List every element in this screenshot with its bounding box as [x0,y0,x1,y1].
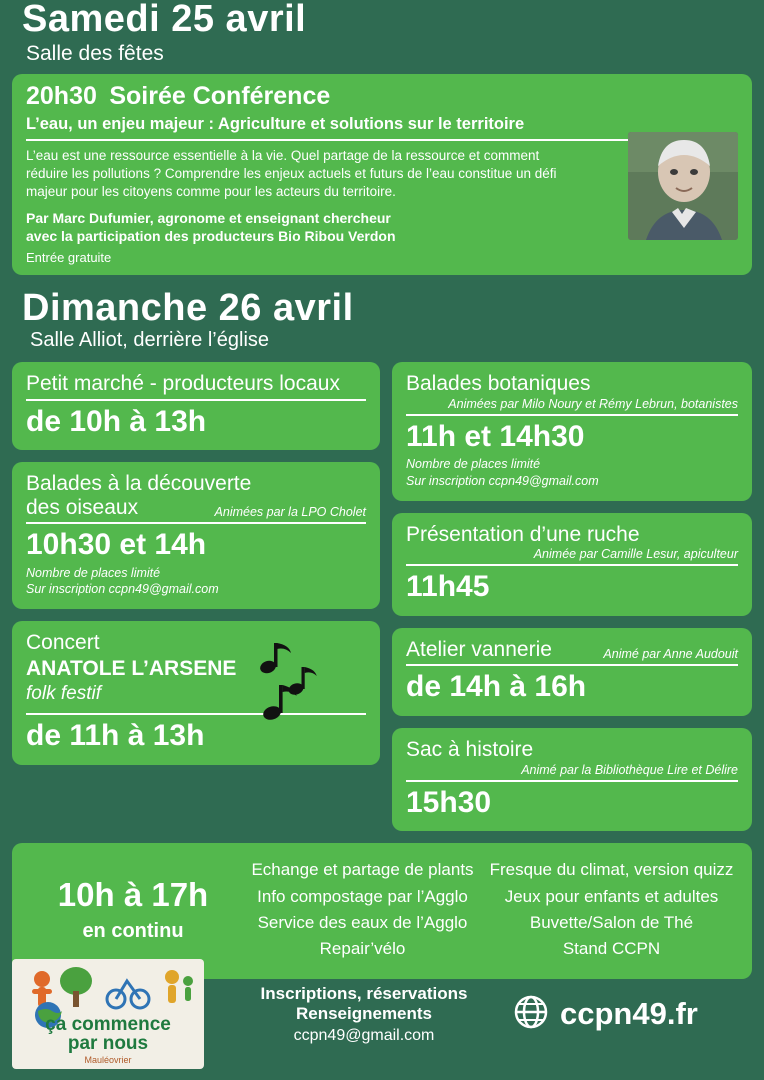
continuous-hours: 10h à 17h [57,876,209,914]
footer-contact-block [214,984,514,1045]
card-title: Balades botaniques [406,372,591,396]
card-hours: 11h et 14h30 [406,419,585,453]
divider [406,780,738,782]
saturday-day-title: Samedi 25 avril [22,0,307,40]
list-item: Echange et partage de plants [251,860,474,880]
sunday-venue: Salle Alliot, derrière l’église [30,329,270,352]
card-title: Présentation d’une ruche [406,522,640,546]
saturday-entry: Entrée gratuite [26,250,112,266]
card-animator: Animé par la Bibliothèque Lire et Délire [521,762,738,777]
card-title: Petit marché - producteurs locaux [26,372,340,396]
concert-label: Concert [26,631,100,655]
continuous-subtitle: en continu [82,920,184,943]
music-notes-icon [250,637,340,727]
concert-artist: ANATOLE L’ARSENE [26,657,237,681]
card-note-registration: Sur inscription ccpn49@gmail.com [406,473,599,488]
concert-hours: de 11h à 13h [26,719,205,753]
saturday-section [0,0,764,275]
footer-line-1: Inscriptions, réservations [260,983,468,1003]
footer-line-2: Renseignements [295,1003,433,1023]
saturday-partners: avec la participation des producteurs Bio Ribou Verdon [26,228,396,245]
card-concert [12,621,380,765]
saturday-time: 20h30 [26,81,97,110]
card-note-places: Nombre de places limité [26,565,161,580]
footer [0,948,764,1080]
divider [406,414,738,416]
card-note-registration: Sur inscription ccpn49@gmail.com [26,582,219,597]
saturday-speaker: Par Marc Dufumier, agronome et enseignant chercheur [26,209,391,226]
card-hours: de 14h à 16h [406,670,587,704]
footer-email[interactable]: ccpn49@gmail.com [293,1026,435,1044]
card-title-line2: des oiseaux [26,495,139,519]
list-item: Jeux pour enfants et adultes [504,886,719,906]
footer-website-block[interactable] [514,995,764,1034]
card-title-line1: Balades à la découverte [26,472,252,496]
card-hours: 15h30 [406,785,492,819]
card-animator: Animées par la LPO Cholet [214,505,366,520]
sunday-left-column [12,362,380,831]
divider [26,399,366,401]
sunday-right-column [392,362,752,831]
card-hours: 11h45 [406,570,490,604]
footer-website[interactable]: ccpn49.fr [560,996,698,1031]
card-presentation-ruche [392,513,752,616]
saturday-body: L’eau est une ressource essentielle à la vie. Quel partage de la ressource et comment réduire les pollutions ? Comprendre les enjeux actuels et futurs de l’eau constitue un défi majeur pour les citoyens comme pour les acteurs du territoire. [26,147,557,200]
saturday-time-label: Soirée Conférence [109,81,331,110]
card-hours: 10h30 et 14h [26,528,207,562]
continuous-hours-block [28,876,238,943]
divider [406,564,738,566]
card-balades-oiseaux [12,462,380,609]
card-title: Sac à histoire [406,738,534,762]
sunday-section [0,289,764,831]
logo-text: ça commence par nous [45,1014,171,1054]
globe-icon [514,995,548,1034]
card-animator: Animées par Milo Noury et Rémy Lebrun, botanistes [448,396,738,411]
card-petit-marche [12,362,380,450]
concert-style: folk festif [26,683,101,705]
divider [26,522,366,524]
saturday-conference-card [12,74,752,275]
logo-ca-commence-par-nous [12,959,204,1069]
card-hours: de 10h à 13h [26,404,207,438]
sunday-day-title: Dimanche 26 avril [22,287,354,330]
card-title: Atelier vannerie [406,637,552,661]
continuous-column-2 [487,857,736,962]
card-balades-botaniques [392,362,752,501]
continuous-column-1 [238,857,487,962]
card-atelier-vannerie [392,628,752,716]
sunday-activity-grid [12,362,752,831]
portrait-marc-dufumier [628,132,738,240]
card-note-places: Nombre de places limité [406,457,541,472]
saturday-time-row [26,82,738,111]
card-sac-a-histoire [392,728,752,831]
card-animator: Animé par Anne Audouit [603,647,738,662]
list-item: Fresque du climat, version quizz [489,860,734,880]
list-item: Info compostage par l’Agglo [257,886,468,906]
list-item: Repair’vélo [319,939,406,959]
list-item: Stand CCPN [562,939,661,959]
list-item: Service des eaux de l’Agglo [257,912,468,932]
card-animator: Animée par Camille Lesur, apiculteur [533,547,738,562]
saturday-headline: L’eau, un enjeu majeur : Agriculture et solutions sur le territoire [26,115,738,141]
list-item: Buvette/Salon de Thé [529,912,694,932]
logo-city: Mauléovrier [84,1055,132,1065]
saturday-venue: Salle des fêtes [26,41,164,65]
divider [406,664,738,666]
